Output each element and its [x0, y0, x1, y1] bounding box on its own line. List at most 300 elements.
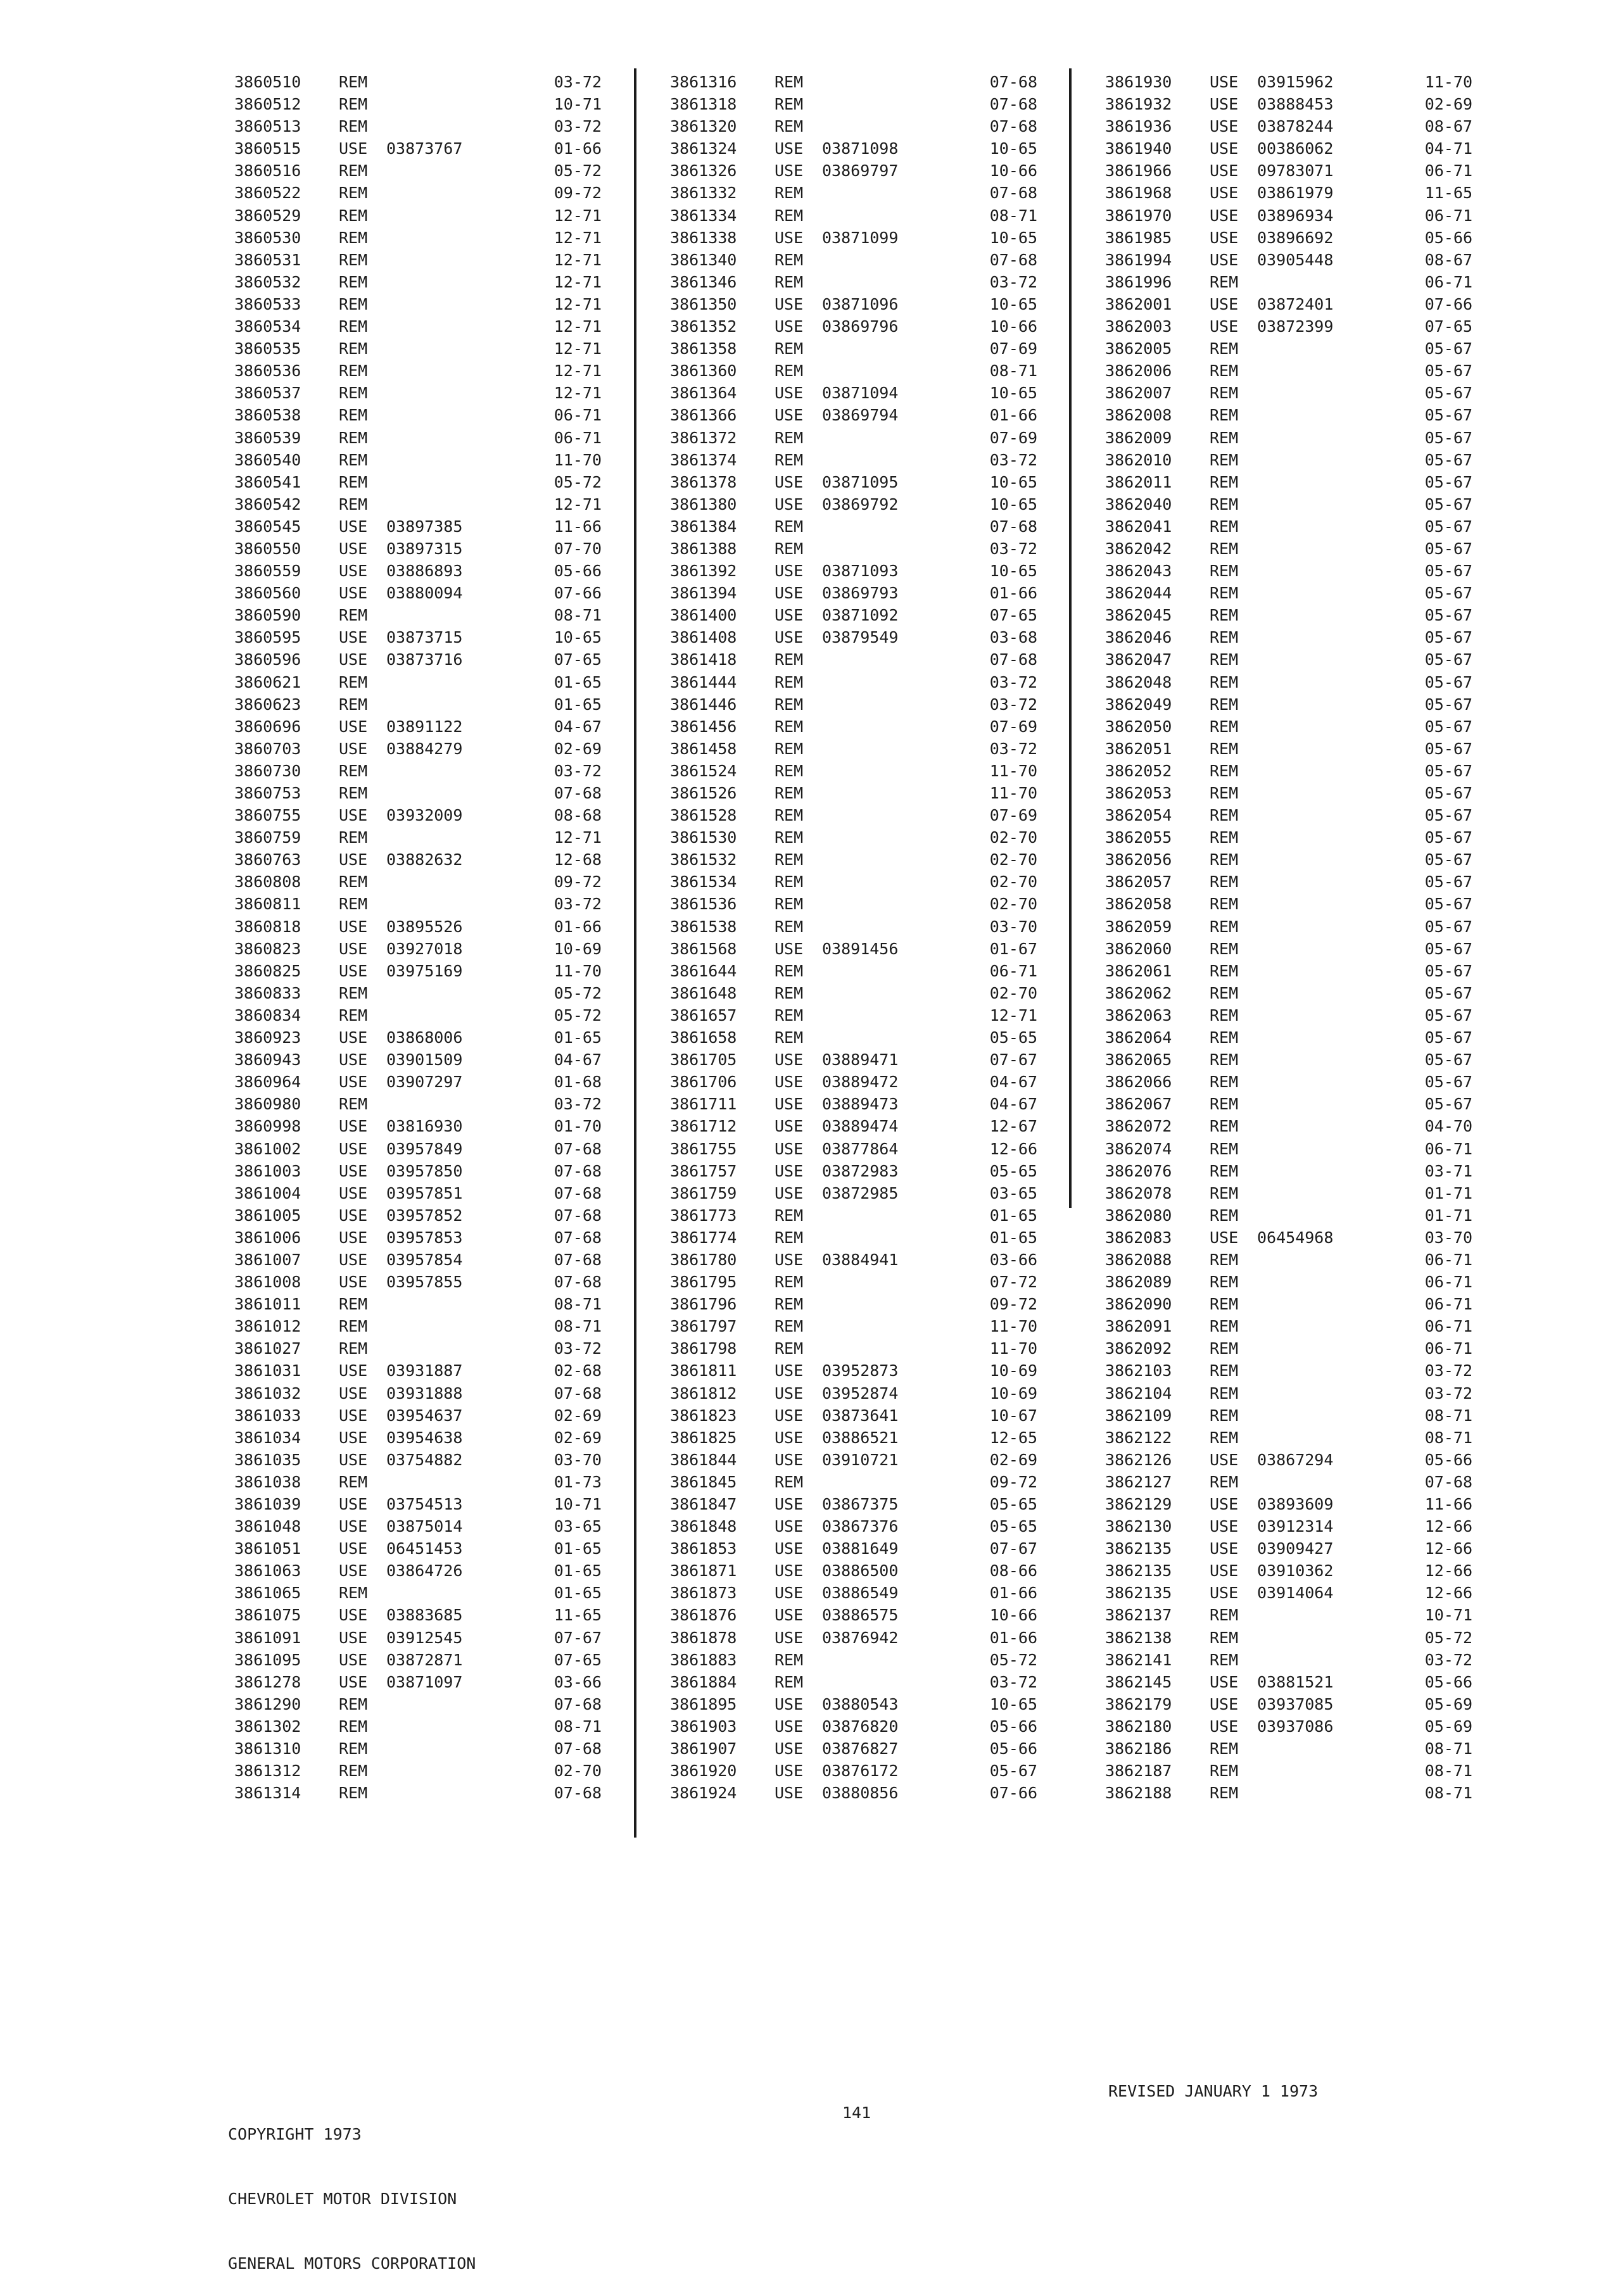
part-action: REM — [339, 828, 368, 847]
part-action: REM — [1210, 739, 1239, 758]
part-number: 3861847 — [670, 1495, 737, 1513]
change-date: 07-68 — [989, 250, 1037, 269]
replacement-part-number: 03905448 — [1257, 250, 1334, 269]
part-action: REM — [339, 472, 368, 491]
part-row — [234, 137, 602, 160]
change-date: 04-71 — [1424, 139, 1472, 158]
part-row — [670, 427, 1037, 449]
change-date: 03-72 — [554, 1339, 602, 1358]
part-number: 3861352 — [670, 317, 737, 336]
change-date: 06-71 — [1424, 161, 1472, 180]
part-number: 3861444 — [670, 672, 737, 691]
part-number: 3861446 — [670, 695, 737, 714]
part-action: USE — [775, 1762, 804, 1781]
change-date: 10-69 — [554, 939, 602, 958]
replacement-part-number: 03912545 — [386, 1628, 463, 1647]
part-number: 3861657 — [670, 1006, 737, 1025]
change-date: 05-72 — [554, 472, 602, 491]
part-number: 3862130 — [1105, 1517, 1172, 1536]
replacement-part-number: 03957852 — [386, 1206, 463, 1225]
part-row — [1105, 71, 1472, 93]
part-action: USE — [775, 1606, 804, 1625]
replacement-part-number: 03876820 — [822, 1717, 899, 1736]
replacement-part-number: 03873767 — [386, 139, 463, 158]
part-number: 3861844 — [670, 1450, 737, 1469]
part-number: 3861378 — [670, 472, 737, 491]
part-action: USE — [775, 1361, 804, 1380]
part-row — [1105, 1227, 1472, 1249]
change-date: 05-67 — [1424, 472, 1472, 491]
change-date: 01-66 — [989, 1584, 1037, 1603]
part-row — [1105, 1560, 1472, 1582]
change-date: 11-65 — [1424, 184, 1472, 203]
part-number: 3860943 — [234, 1050, 301, 1069]
change-date: 04-67 — [554, 717, 602, 736]
part-row — [1105, 1649, 1472, 1671]
part-action: REM — [1210, 1650, 1239, 1669]
part-number: 3861031 — [234, 1361, 301, 1380]
part-row — [1105, 560, 1472, 582]
part-number: 3861039 — [234, 1495, 301, 1513]
part-action: USE — [775, 1406, 804, 1425]
replacement-part-number: 06454968 — [1257, 1228, 1334, 1247]
part-row — [234, 1604, 602, 1626]
change-date: 12-66 — [1424, 1584, 1472, 1603]
change-date: 09-72 — [554, 184, 602, 203]
part-number: 3861095 — [234, 1650, 301, 1669]
part-row — [1105, 1160, 1472, 1182]
change-date: 07-68 — [554, 1139, 602, 1158]
part-action: REM — [1210, 1472, 1239, 1491]
change-date: 12-66 — [1424, 1539, 1472, 1558]
part-row — [670, 582, 1037, 604]
part-number: 3862058 — [1105, 895, 1172, 914]
part-row — [1105, 1693, 1472, 1715]
part-action: REM — [339, 450, 368, 469]
part-action: REM — [775, 184, 804, 203]
part-row — [1105, 93, 1472, 115]
change-date: 08-67 — [1424, 117, 1472, 136]
part-action: USE — [339, 562, 368, 581]
part-action: REM — [775, 1273, 804, 1292]
part-row — [670, 1049, 1037, 1071]
copyright-line: COPYRIGHT 1973 — [228, 2125, 362, 2143]
change-date: 05-67 — [1424, 584, 1472, 603]
change-date: 07-65 — [989, 606, 1037, 625]
part-row — [234, 205, 602, 227]
change-date: 07-68 — [554, 1228, 602, 1247]
part-row — [234, 1049, 602, 1071]
replacement-part-number: 03872871 — [386, 1650, 463, 1669]
part-action: REM — [339, 1295, 368, 1314]
part-number: 3861332 — [670, 184, 737, 203]
part-row — [234, 227, 602, 249]
part-number: 3861033 — [234, 1406, 301, 1425]
part-action: USE — [1210, 294, 1239, 313]
change-date: 10-65 — [989, 139, 1037, 158]
part-row — [670, 1515, 1037, 1537]
part-row — [234, 693, 602, 716]
part-row — [670, 515, 1037, 538]
part-row — [234, 1138, 602, 1160]
change-date: 12-71 — [554, 828, 602, 847]
column-1 — [234, 71, 602, 1804]
part-number: 3861418 — [670, 650, 737, 669]
change-date: 03-68 — [989, 628, 1037, 647]
part-action: USE — [775, 228, 804, 247]
part-row — [1105, 1359, 1472, 1382]
part-number: 3861034 — [234, 1428, 301, 1447]
part-action: REM — [1210, 983, 1239, 1002]
part-number: 3861930 — [1105, 73, 1172, 91]
part-number: 3860596 — [234, 650, 301, 669]
part-action: USE — [775, 1628, 804, 1647]
part-action: REM — [1210, 450, 1239, 469]
part-action: REM — [775, 95, 804, 114]
part-action: USE — [775, 495, 804, 514]
part-action: REM — [1210, 362, 1239, 381]
part-action: USE — [775, 1739, 804, 1758]
part-row — [234, 648, 602, 671]
part-action: USE — [339, 650, 368, 669]
change-date: 07-66 — [989, 1784, 1037, 1803]
change-date: 12-71 — [554, 206, 602, 225]
change-date: 05-67 — [1424, 917, 1472, 936]
part-number: 3862122 — [1105, 1428, 1172, 1447]
change-date: 04-67 — [989, 1095, 1037, 1114]
part-number: 3861878 — [670, 1628, 737, 1647]
change-date: 03-72 — [554, 1095, 602, 1114]
part-number: 3862103 — [1105, 1361, 1172, 1380]
part-action: REM — [1210, 1739, 1239, 1758]
part-number: 3861051 — [234, 1539, 301, 1558]
change-date: 05-67 — [1424, 339, 1472, 358]
part-number: 3861091 — [234, 1628, 301, 1647]
replacement-part-number: 03877864 — [822, 1139, 899, 1158]
part-number: 3860513 — [234, 117, 301, 136]
replacement-part-number: 06451453 — [386, 1539, 463, 1558]
part-row — [234, 871, 602, 893]
change-date: 03-66 — [989, 1250, 1037, 1269]
part-action: REM — [1210, 806, 1239, 825]
part-number: 3861773 — [670, 1206, 737, 1225]
change-date: 05-67 — [1424, 1095, 1472, 1114]
part-number: 3861035 — [234, 1450, 301, 1469]
part-action: REM — [1210, 1339, 1239, 1358]
change-date: 07-68 — [554, 1784, 602, 1803]
part-action: REM — [1210, 784, 1239, 802]
part-row — [234, 427, 602, 449]
change-date: 12-71 — [554, 294, 602, 313]
part-action: REM — [775, 1317, 804, 1336]
part-row — [234, 271, 602, 293]
part-row — [234, 337, 602, 360]
part-row — [234, 1293, 602, 1315]
part-action: REM — [775, 961, 804, 980]
part-action: USE — [775, 161, 804, 180]
part-action: REM — [1210, 1295, 1239, 1314]
replacement-part-number: 03871096 — [822, 294, 899, 313]
part-row — [670, 648, 1037, 671]
change-date: 07-68 — [554, 1161, 602, 1180]
replacement-part-number: 03957849 — [386, 1139, 463, 1158]
part-action: REM — [1210, 606, 1239, 625]
part-number: 3862054 — [1105, 806, 1172, 825]
part-action: USE — [775, 1561, 804, 1580]
replacement-part-number: 03880543 — [822, 1694, 899, 1713]
part-action: USE — [775, 472, 804, 491]
change-date: 05-72 — [1424, 1628, 1472, 1647]
change-date: 07-68 — [989, 184, 1037, 203]
change-date: 12-71 — [554, 250, 602, 269]
change-date: 11-66 — [554, 517, 602, 536]
part-number: 3861312 — [234, 1762, 301, 1781]
part-number: 3860808 — [234, 873, 301, 892]
part-number: 3861394 — [670, 584, 737, 603]
part-action: REM — [339, 161, 368, 180]
change-date: 11-70 — [989, 761, 1037, 780]
part-number: 3861907 — [670, 1739, 737, 1758]
part-action: REM — [339, 184, 368, 203]
part-action: REM — [775, 828, 804, 847]
part-action: REM — [1210, 1117, 1239, 1136]
part-row — [234, 293, 602, 315]
change-date: 01-65 — [554, 1028, 602, 1047]
replacement-part-number: 03873641 — [822, 1406, 899, 1425]
part-number: 3860529 — [234, 206, 301, 225]
part-action: USE — [339, 139, 368, 158]
change-date: 10-66 — [989, 161, 1037, 180]
replacement-part-number: 03879549 — [822, 628, 899, 647]
change-date: 05-67 — [1424, 539, 1472, 558]
change-date: 05-66 — [1424, 1672, 1472, 1691]
part-row — [1105, 449, 1472, 471]
part-number: 3861658 — [670, 1028, 737, 1047]
part-action: REM — [775, 784, 804, 802]
part-row — [670, 293, 1037, 315]
change-date: 05-67 — [1424, 895, 1472, 914]
part-action: USE — [339, 1450, 368, 1469]
change-date: 08-71 — [989, 362, 1037, 381]
part-number: 3861883 — [670, 1650, 737, 1669]
part-action: REM — [339, 784, 368, 802]
part-number: 3862137 — [1105, 1606, 1172, 1625]
part-number: 3862135 — [1105, 1561, 1172, 1580]
part-action: USE — [339, 628, 368, 647]
part-row — [1105, 1738, 1472, 1760]
change-date: 08-66 — [989, 1561, 1037, 1580]
change-date: 01-71 — [1424, 1206, 1472, 1225]
part-action: REM — [339, 1762, 368, 1781]
change-date: 05-67 — [1424, 784, 1472, 802]
part-action: REM — [1210, 1050, 1239, 1069]
part-action: USE — [775, 1539, 804, 1558]
change-date: 07-68 — [554, 784, 602, 802]
part-row — [1105, 205, 1472, 227]
change-date: 05-67 — [1424, 873, 1472, 892]
change-date: 03-70 — [1424, 1228, 1472, 1247]
part-number: 3860545 — [234, 517, 301, 536]
part-action: USE — [1210, 73, 1239, 91]
replacement-part-number: 03883685 — [386, 1606, 463, 1625]
part-row — [1105, 515, 1472, 538]
change-date: 11-70 — [989, 784, 1037, 802]
part-action: REM — [1210, 428, 1239, 447]
part-number: 3861932 — [1105, 95, 1172, 114]
part-action: USE — [775, 1117, 804, 1136]
replacement-part-number: 03937085 — [1257, 1694, 1334, 1713]
part-row — [1105, 404, 1472, 426]
part-number: 3861003 — [234, 1161, 301, 1180]
part-action: REM — [339, 495, 368, 514]
part-number: 3860590 — [234, 606, 301, 625]
change-date: 10-67 — [989, 1406, 1037, 1425]
part-number: 3862011 — [1105, 472, 1172, 491]
change-date: 11-70 — [989, 1317, 1037, 1336]
part-number: 3860623 — [234, 695, 301, 714]
part-number: 3862126 — [1105, 1450, 1172, 1469]
part-action: USE — [775, 1161, 804, 1180]
part-row — [1105, 938, 1472, 960]
part-row — [234, 1582, 602, 1604]
part-action: REM — [1210, 1384, 1239, 1403]
part-row — [234, 626, 602, 648]
part-number: 3861845 — [670, 1472, 737, 1491]
part-row — [1105, 848, 1472, 871]
corporation-line: GENERAL MOTORS CORPORATION — [228, 2254, 476, 2273]
part-number: 3861011 — [234, 1295, 301, 1314]
part-number: 3862078 — [1105, 1183, 1172, 1202]
part-row — [1105, 982, 1472, 1004]
part-number: 3862074 — [1105, 1139, 1172, 1158]
replacement-part-number: 03861979 — [1257, 184, 1334, 203]
change-date: 05-72 — [554, 983, 602, 1002]
part-row — [670, 160, 1037, 182]
replacement-part-number: 03893609 — [1257, 1495, 1334, 1513]
part-row — [234, 538, 602, 560]
replacement-part-number: 03910721 — [822, 1450, 899, 1469]
part-row — [1105, 182, 1472, 204]
replacement-part-number: 03872401 — [1257, 294, 1334, 313]
change-date: 10-71 — [554, 1495, 602, 1513]
part-action: REM — [1210, 1406, 1239, 1425]
part-number: 3862056 — [1105, 850, 1172, 869]
part-action: REM — [1210, 406, 1239, 425]
part-number: 3861364 — [670, 384, 737, 403]
part-row — [670, 604, 1037, 626]
change-date: 12-71 — [554, 272, 602, 291]
part-row — [670, 538, 1037, 560]
change-date: 10-71 — [554, 95, 602, 114]
part-action: USE — [775, 384, 804, 403]
part-row — [1105, 716, 1472, 738]
part-number: 3860532 — [234, 272, 301, 291]
part-row — [234, 1382, 602, 1404]
part-row — [234, 1427, 602, 1449]
change-date: 12-71 — [554, 339, 602, 358]
change-date: 07-68 — [554, 1273, 602, 1292]
part-number: 3862048 — [1105, 672, 1172, 691]
replacement-part-number: 03864726 — [386, 1561, 463, 1580]
part-number: 3860515 — [234, 139, 301, 158]
change-date: 05-72 — [554, 1006, 602, 1025]
part-number: 3860834 — [234, 1006, 301, 1025]
part-action: REM — [775, 339, 804, 358]
change-date: 03-72 — [554, 895, 602, 914]
part-action: USE — [339, 1228, 368, 1247]
part-action: USE — [1210, 1584, 1239, 1603]
change-date: 05-67 — [1424, 828, 1472, 847]
part-row — [234, 1649, 602, 1671]
part-action: REM — [1210, 1428, 1239, 1447]
part-action: REM — [775, 1672, 804, 1691]
part-row — [1105, 1026, 1472, 1049]
change-date: 03-72 — [989, 539, 1037, 558]
part-row — [1105, 1627, 1472, 1649]
replacement-part-number: 03886521 — [822, 1428, 899, 1447]
part-row — [1105, 648, 1472, 671]
part-row — [670, 1560, 1037, 1582]
part-number: 3861903 — [670, 1717, 737, 1736]
change-date: 12-66 — [1424, 1561, 1472, 1580]
part-action: REM — [339, 294, 368, 313]
part-action: USE — [339, 1139, 368, 1158]
part-number: 3860833 — [234, 983, 301, 1002]
change-date: 09-72 — [989, 1472, 1037, 1491]
part-action: REM — [339, 983, 368, 1002]
change-date: 05-66 — [1424, 228, 1472, 247]
change-date: 10-65 — [989, 1694, 1037, 1713]
part-row — [234, 93, 602, 115]
part-row — [670, 782, 1037, 804]
replacement-part-number: 03891456 — [822, 939, 899, 958]
part-action: REM — [339, 695, 368, 714]
part-action: REM — [775, 362, 804, 381]
replacement-part-number: 03869794 — [822, 406, 899, 425]
part-number: 3861985 — [1105, 228, 1172, 247]
part-action: USE — [339, 1073, 368, 1092]
part-number: 3862091 — [1105, 1317, 1172, 1336]
part-action: REM — [1210, 1161, 1239, 1180]
part-action: USE — [339, 1428, 368, 1447]
part-row — [670, 1537, 1037, 1560]
part-action: REM — [1210, 1273, 1239, 1292]
part-number: 3862057 — [1105, 873, 1172, 892]
change-date: 01-71 — [1424, 1183, 1472, 1202]
part-action: USE — [339, 1050, 368, 1069]
part-action: REM — [1210, 828, 1239, 847]
part-number: 3861310 — [234, 1739, 301, 1758]
part-number: 3860535 — [234, 339, 301, 358]
change-date: 04-67 — [989, 1073, 1037, 1092]
part-action: REM — [775, 73, 804, 91]
change-date: 12-68 — [554, 850, 602, 869]
change-date: 12-71 — [554, 362, 602, 381]
part-number: 3861374 — [670, 450, 737, 469]
part-number: 3862009 — [1105, 428, 1172, 447]
change-date: 03-72 — [1424, 1361, 1472, 1380]
part-action: REM — [1210, 917, 1239, 936]
change-date: 10-65 — [989, 294, 1037, 313]
change-date: 02-69 — [554, 739, 602, 758]
part-action: USE — [1210, 1694, 1239, 1713]
part-row — [1105, 693, 1472, 716]
part-row — [1105, 1271, 1472, 1293]
part-number: 3861002 — [234, 1139, 301, 1158]
part-number: 3860755 — [234, 806, 301, 825]
part-row — [670, 137, 1037, 160]
change-date: 05-67 — [1424, 695, 1472, 714]
